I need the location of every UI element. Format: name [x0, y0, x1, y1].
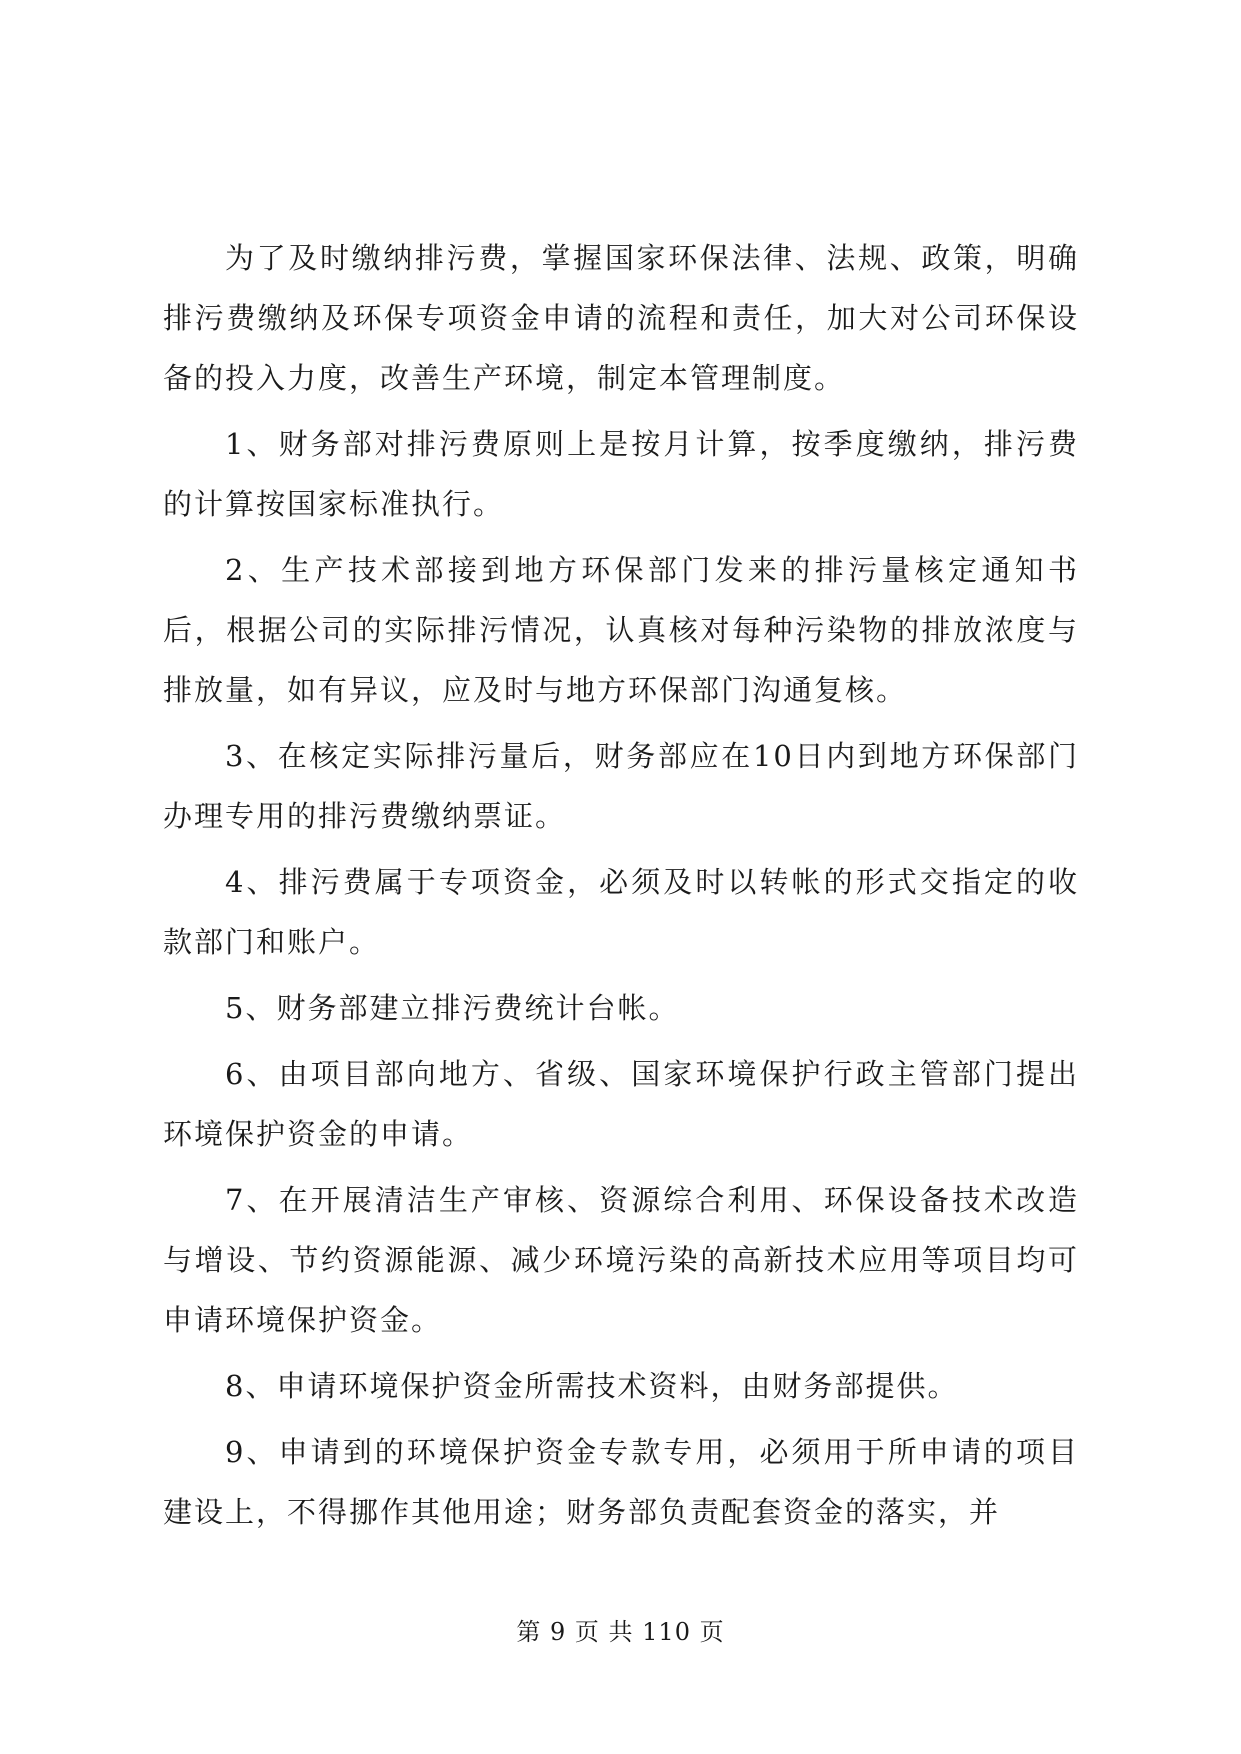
- intro-paragraph: 为了及时缴纳排污费，掌握国家环保法律、法规、政策，明确排污费缴纳及环保专项资金申请的流程和责任，加大对公司环保设备的投入力度，改善生产环境，制定本管理制度。: [163, 241, 1079, 395]
- page-number-footer: 第 9 页 共 110 页: [516, 1618, 725, 1646]
- document-body: [163, 228, 1079, 1548]
- clause-4-paragraph: 4、排污费属于专项资金，必须及时以转帐的形式交指定的收款部门和账户。: [163, 865, 1079, 959]
- clause-7-paragraph: 7、在开展清洁生产审核、资源综合利用、环保设备技术改造与增设、节约资源能源、减少环境污染的高新技术应用等项目均可申请环境保护资金。: [163, 1183, 1079, 1337]
- clause-3-paragraph: 3、在核定实际排污量后，财务部应在10日内到地方环保部门办理专用的排污费缴纳票证。: [163, 739, 1079, 833]
- clause-8-paragraph: 8、申请环境保护资金所需技术资料，由财务部提供。: [225, 1369, 959, 1403]
- clause-1-paragraph: 1、财务部对排污费原则上是按月计算，按季度缴纳，排污费的计算按国家标准执行。: [163, 427, 1079, 521]
- clause-2-paragraph: 2、生产技术部接到地方环保部门发来的排污量核定通知书后，根据公司的实际排污情况，认真核对每种污染物的排放浓度与排放量，如有异议，应及时与地方环保部门沟通复核。: [163, 553, 1079, 707]
- clause-9-paragraph: 9、申请到的环境保护资金专款专用，必须用于所申请的项目建设上，不得挪作其他用途；财务部负责配套资金的落实，并: [163, 1435, 1079, 1529]
- clause-6-paragraph: 6、由项目部向地方、省级、国家环境保护行政主管部门提出环境保护资金的申请。: [163, 1057, 1079, 1151]
- clause-5-paragraph: 5、财务部建立排污费统计台帐。: [225, 991, 680, 1025]
